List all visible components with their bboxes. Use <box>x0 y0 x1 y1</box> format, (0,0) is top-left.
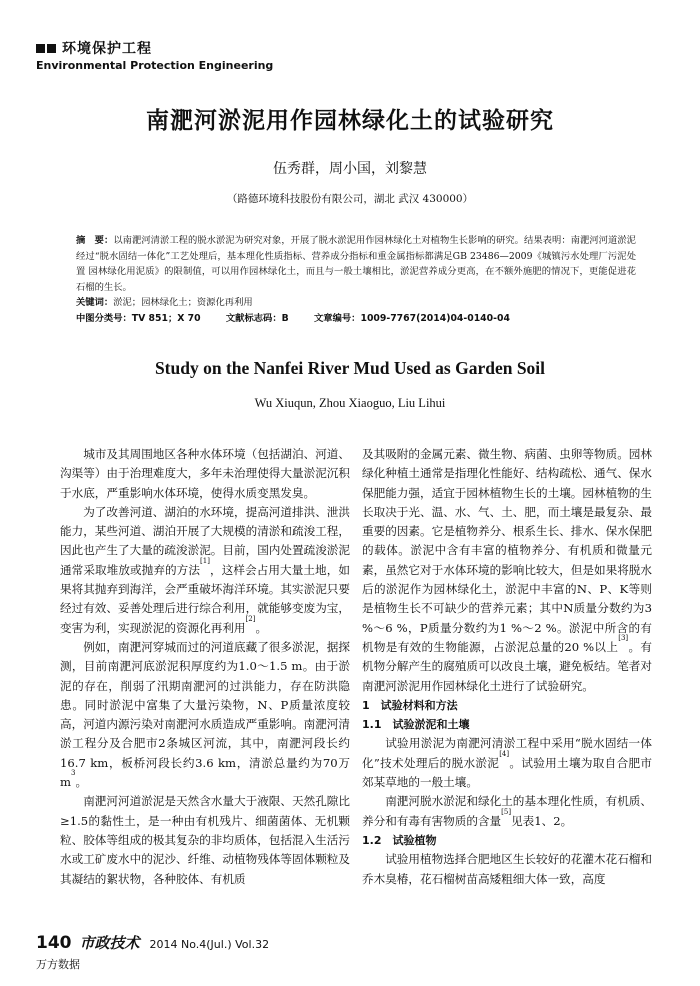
section-title-cn <box>36 38 273 58</box>
subsection-heading: 1.2 试验植物 <box>362 833 437 847</box>
body-text: 及其吸附的金属元素、微生物、病菌、虫卵等物质。园林绿化种植土通常是指理化性能好、结构疏松、通气、保水保肥能力强，适宜于园林植物生长的土壤。园林植物的生长取决于光、温、水、气、土、肥，而土壤是最复杂、最重要的因素。它是植物养分、根系生长、排水、保水保肥的载体。淤泥中含有丰富的植物养分、有机质和微量元素，虽然它对于水体环境的影响比较大，但是如果将脱水后的淤泥作为园林绿化土，淤泥中丰富的N、P、K等则是植物生长不可缺少的营养元素；其中N质量分数约为3 %～6 %，P质量分数约为1 %～2 %。淤泥中所含的有机物是有效的生物能源，占淤泥总量的20 %以上 <box>362 447 652 654</box>
authors-en: Wu Xiuqun, Zhou Xiaoguo, Liu Lihui <box>254 396 446 410</box>
paper-title-en: Study on the Nanfei River Mud Used as Garden Soil <box>154 358 546 378</box>
abstract-text: 以南淝河清淤工程的脱水淤泥为研究对象，开展了脱水淤泥用作园林绿化土对植物生长影响的研究。结果表明：南淝河河道淤泥经过“脱水固结一体化”工艺处理后，基本理化性质指标、营养成分指标和重金属指标都满足GB 23486—2009《城镇污水处理厂污泥处置 园林绿化用泥质》的限制值，可以用作园林绿化土，而且与一般土壤相比，淤泥营养成分更高，在不额外施肥的情况下，更能促进花石榴的生长。 <box>76 235 636 293</box>
body-paragraph <box>362 734 652 792</box>
paper-title-cn: 南淝河淤泥用作园林绿化土的试验研究 <box>146 108 554 134</box>
citation-ref: [5] <box>501 807 512 816</box>
issue-info: 2014 No.4(Jul.) Vol.32 <box>149 938 270 951</box>
body-paragraph: 试验用植物选择合肥地区生长较好的花灌木花石榴和乔木臭椿，花石榴树苗高矮粗细大体一致，高度 <box>362 852 652 886</box>
page-footer <box>36 932 269 953</box>
journal-name: 市政技术 <box>79 934 140 952</box>
body-paragraph <box>60 503 350 638</box>
body-text: 。试验用土壤为取自合肥市郊某草地的一般土壤。 <box>362 755 652 790</box>
affiliation-cn: （路德环境科技股份有限公司，湖北 武汉 430000） <box>226 193 474 205</box>
page-number: 140 <box>36 933 72 953</box>
classification-line <box>76 311 636 327</box>
watermark-text: 万方数据 <box>36 958 80 971</box>
authors-cn: 伍秀群，周小国，刘黎慧 <box>273 161 427 177</box>
citation-ref: [1] <box>200 556 210 565</box>
body-text: 例如，南淝河穿城而过的河道底藏了很多淤泥，据探测，目前南淝河底淤泥积厚度约为1.0～1.5 m。由于淤泥的存在，削弱了汛期南淝河的过洪能力，存在防洪隐患。同时淤泥中富集了大量污染物，N、P质量浓度较高，河道内源污染对南淝河水质造成严重影响。南淝河清淤工程分及合肥市2条城区河流，其中，南淝河段长约16.7 km，板桥河段长约3.6 km，清淤总量约为70万m <box>60 639 350 790</box>
superscript: 3 <box>71 769 76 778</box>
body-paragraph <box>60 638 350 792</box>
body-text: 。 <box>75 775 88 790</box>
section-heading: 1 试验材料和方法 <box>362 698 458 712</box>
keywords-label: 关键词： <box>76 297 114 309</box>
section-title-en: Environmental Protection Engineering <box>36 59 274 72</box>
body-paragraph <box>362 792 652 831</box>
body-text: 南淝河脱水淤泥和绿化土的基本理化性质，有机质、养分和有毒有害物质的含量 <box>362 794 652 828</box>
body-text: 为了改善河道、湖泊的水环境，提高河道排洪、泄洪能力，某些河道、湖泊开展了大规模的清淤和疏浚工程，因此也产生了大量的疏浚淤泥。目前，国内处置疏浚淤泥通常采取堆放或抛弃的方法 <box>60 504 350 577</box>
clc-number: 中图分类号：TV 851；X 70 <box>76 312 201 324</box>
section-header <box>36 38 273 72</box>
square-bullet-icon <box>47 44 56 53</box>
subsection-heading: 1.1 试验淤泥和土壤 <box>362 718 470 732</box>
keywords-text: 淤泥；园林绿化土；资源化再利用 <box>113 297 253 309</box>
abstract-label: 摘 要： <box>76 235 114 246</box>
square-bullet-icon <box>36 44 45 53</box>
body-text: 试验用淤泥为南淝河清淤工程中采用“脱水固结一体化”技术处理后的脱水淤泥 <box>362 736 652 770</box>
body-text: 见表1、2。 <box>511 813 573 828</box>
body-paragraph <box>362 445 652 696</box>
citation-ref: [4] <box>499 749 510 758</box>
citation-ref: [2] <box>245 614 256 623</box>
article-number: 文章编号：1009-7767(2014)04-0140-04 <box>313 312 510 324</box>
keywords-line <box>76 295 636 311</box>
abstract-block <box>76 233 636 327</box>
body-column-left <box>60 445 350 889</box>
body-text: ，这样会占用大量土地，如果将其抛弃到海洋，会严重破坏海洋环境。其实淤泥只要经过有效、妥善处理后进行综合利用，就能够变废为宝，变害为利，实现淤泥的资源化再利用 <box>60 562 350 635</box>
document-code: 文献标志码：B <box>225 312 289 324</box>
citation-ref: [3] <box>618 633 629 642</box>
body-text: 。 <box>255 620 268 635</box>
body-text: 。有机物分解产生的腐殖质可以改良土壤，避免板结。笔者对南淝河淤泥用作园林绿化土进行了试验研究。 <box>362 639 652 693</box>
section-title-cn-text: 环境保护工程 <box>62 41 152 57</box>
body-column-right <box>362 445 652 889</box>
abstract-paragraph <box>76 233 636 295</box>
body-paragraph: 南淝河河道淤泥是天然含水量大于液限、天然孔隙比≥1.5的黏性土，是一种由有机残片、细菌菌体、无机颗粒、胶体等组成的极其复杂的非均质体，包括混入生活污水或工矿废水中的泥沙、纤维、动植物残体等固体颗粒及其凝结的絮状物，各种胶体、有机质 <box>60 794 350 886</box>
body-paragraph: 城市及其周围地区各种水体环境（包括湖泊、河道、沟渠等）由于治理难度大，多年未治理使得大量淤泥沉积于水底，严重影响水体环境，使得水质变黑发臭。 <box>60 447 350 500</box>
